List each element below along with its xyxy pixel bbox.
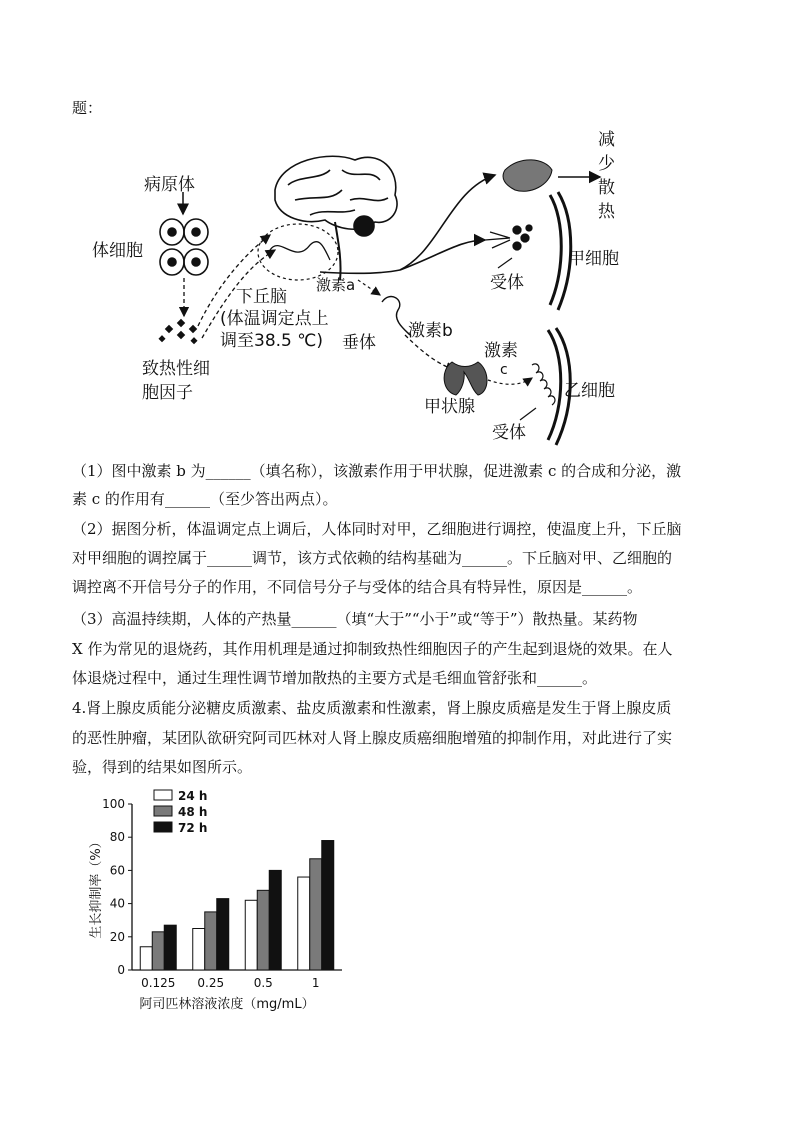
y-tick-label: 20	[109, 929, 125, 944]
question-3-line-1: （3）高温持续期，人体的产热量______（填“大于”“小于”或“等于”）散热量。某药物	[72, 610, 638, 628]
bar	[298, 877, 310, 970]
label-hormone-a: 激素a	[316, 276, 356, 294]
legend-swatch	[154, 822, 172, 832]
pyrogen-dots-icon	[158, 319, 197, 344]
question-1-line-1: （1）图中激素 b 为______（填名称），该激素作用于甲状腺，促进激素 c 的合成和分泌，激	[72, 462, 682, 480]
y-tick-label: 40	[109, 896, 125, 911]
thyroid-icon	[444, 362, 487, 395]
bar	[152, 932, 164, 970]
legend-swatch	[154, 790, 172, 800]
reduce-heat-char: 散	[598, 178, 615, 198]
legend-label: 48 h	[178, 805, 208, 819]
bar	[269, 870, 281, 970]
dashed-arrow-hormone-c	[488, 378, 532, 384]
question-3-line-3: 体退烧过程中，通过生理性调节增加散热的主要方式是毛细血管舒张和______。	[72, 669, 598, 687]
pituitary-icon	[382, 297, 410, 335]
bar	[257, 890, 269, 970]
bar	[310, 859, 322, 970]
question-2-line-2: 对甲细胞的调控属于______调节，该方式依赖的结构基础为______。下丘脑对甲、乙细胞的	[72, 549, 673, 567]
question-2-line-3: 调控离不开信号分子的作用，不同信号分子与受体的结合具有特异性，原因是______。	[72, 578, 643, 596]
label-pituitary: 垂体	[342, 333, 376, 353]
chart-svg	[80, 784, 360, 1014]
thermoregulation-diagram	[80, 130, 680, 450]
bar	[245, 900, 257, 970]
arrow-to-cell-jia	[400, 240, 485, 270]
question-1-line-2: 素 c 的作用有______（至少答出两点）。	[72, 490, 338, 508]
label-hypothalamus: 下丘脑	[236, 287, 287, 307]
x-tick-label: 1	[311, 976, 320, 990]
label-reduce-heat	[598, 128, 615, 224]
y-axis-label: 生长抑制率（%）	[89, 835, 104, 939]
arrow-to-vessel	[400, 175, 495, 270]
label-pyrogen-2: 胞因子	[142, 383, 193, 403]
vessel-icon	[503, 160, 552, 191]
label-receptor-2: 受体	[492, 423, 526, 443]
legend-label: 24 h	[178, 789, 208, 803]
reduce-heat-char: 热	[598, 202, 615, 222]
legend-swatch	[154, 806, 172, 816]
label-hormone-b: 激素b	[408, 321, 453, 341]
x-tick-label: 0.25	[197, 976, 225, 990]
problem-4-line-1: 4.肾上腺皮质能分泌糖皮质激素、盐皮质激素和性激素，肾上腺皮质癌是发生于肾上腺皮质	[72, 699, 672, 717]
label-thyroid: 甲状腺	[424, 397, 475, 417]
receptor-coils-icon	[532, 364, 555, 405]
label-hormone-c-1: 激素	[484, 341, 518, 361]
label-pathogen: 病原体	[144, 175, 195, 195]
reduce-heat-char: 少	[598, 154, 615, 174]
bar	[217, 899, 229, 970]
label-body-cell: 体细胞	[92, 241, 143, 261]
receptor1-pointer	[498, 258, 512, 268]
bar	[140, 947, 152, 970]
y-tick-label: 0	[117, 963, 125, 977]
body-cells-icon	[160, 219, 208, 275]
main-arrow-line	[320, 270, 400, 273]
hypothalamus-wave	[270, 242, 330, 260]
legend-label: 72 h	[178, 821, 208, 835]
label-setpoint-2: 调至38.5 ℃)	[220, 331, 323, 351]
x-tick-label: 0.5	[253, 976, 273, 990]
bar	[193, 929, 205, 971]
section-label: 题：	[72, 99, 103, 117]
bar	[205, 912, 217, 970]
y-tick-label: 100	[102, 797, 125, 811]
question-3-line-2: X 作为常见的退烧药，其作用机理是通过抑制致热性细胞因子的产生起到退烧的效果。在人	[72, 640, 673, 658]
question-2-line-1: （2）据图分析，体温调定点上调后，人体同时对甲，乙细胞进行调控，使温度上升，下丘脑	[72, 520, 682, 538]
label-pyrogen-1: 致热性细	[142, 359, 210, 379]
bar	[164, 925, 176, 970]
x-tick-label: 0.125	[141, 976, 176, 990]
bar	[322, 841, 334, 970]
y-tick-label: 60	[109, 863, 125, 878]
nerve-ending-icon	[485, 225, 532, 250]
y-tick-label: 80	[109, 830, 125, 845]
reduce-heat-char: 减	[598, 130, 615, 150]
x-axis-label: 阿司匹林溶液浓度（mg/mL）	[139, 997, 315, 1012]
label-receptor-1: 受体	[490, 273, 524, 293]
label-hormone-c-2: c	[500, 362, 508, 378]
inhibition-bar-chart	[80, 784, 360, 1014]
label-cell-jia: 甲细胞	[568, 249, 619, 269]
label-cell-yi: 乙细胞	[564, 381, 615, 401]
problem-4-line-3: 验，得到的结果如图所示。	[72, 758, 253, 776]
dashed-arrow-hormone-a	[358, 280, 380, 295]
problem-4-line-2: 的恶性肿瘤，某团队欲研究阿司匹林对人肾上腺皮质癌细胞增殖的抑制作用，对此进行了实	[72, 729, 673, 747]
brain-icon	[275, 156, 397, 280]
label-setpoint-1: (体温调定点上	[220, 309, 329, 329]
